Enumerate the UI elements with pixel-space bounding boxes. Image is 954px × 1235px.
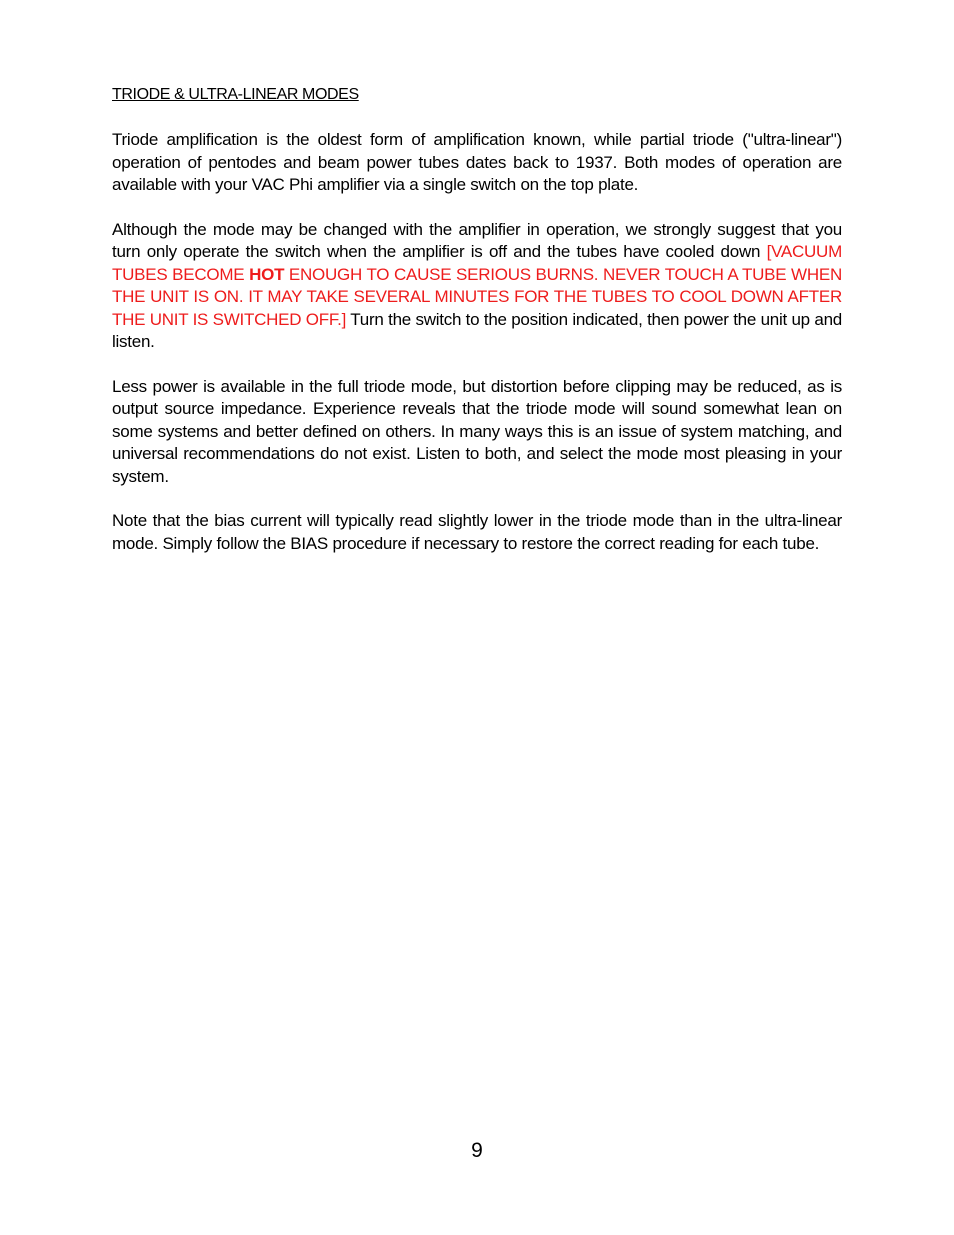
mode-switch-intro: Although the mode may be changed with the amplifier in operation, we strongly suggest that you turn only operate the switch when the amplifier is off and the tubes have cooled down: [112, 219, 842, 261]
hot-tube-warning-end: ENOUGH TO CAUSE SERIOUS BURNS. NEVER TOUCH A TUBE WHEN THE UNIT IS ON. IT MAY TAKE SEVERAL MINUTES FOR THE TUBES TO COOL DOWN AFTER THE UNIT IS SWITCHED OFF.]: [112, 264, 842, 329]
manual-page: [112, 84, 842, 577]
mode-switch-outro: Turn the switch to the position indicated, then power the unit up and listen.: [112, 309, 842, 351]
page-number: 9: [471, 1139, 483, 1162]
paragraph-bias-note: Note that the bias current will typically read slightly lower in the triode mode than in the ultra-linear mode. Simply follow the BIAS procedure if necessary to restore the correct reading for each tube.: [112, 511, 842, 553]
paragraph-triode-tradeoffs: Less power is available in the full triode mode, but distortion before clipping may be reduced, as is output source impedance. Experience reveals that the triode mode will sound somewhat lean on some systems and better defined on others. In many ways this is an issue of system matching, and universal recommendations do not exist. Listen to both, and select the mode most pleasing in your system.: [112, 376, 842, 486]
paragraph-mode-switch: [112, 219, 842, 354]
section-heading: TRIODE & ULTRA-LINEAR MODES: [112, 86, 359, 103]
hot-tube-warning-start: [VACUUM TUBES BECOME: [112, 242, 842, 284]
paragraph-triode-history: Triode amplification is the oldest form of amplification known, while partial triode ("ultra-linear") operation of pentodes and beam power tubes dates back to 1937. Both modes of operation are available with your VAC Phi amplifier via a single switch on the top plate.: [112, 130, 842, 194]
hot-tube-warning-emphasis: HOT: [249, 264, 285, 284]
